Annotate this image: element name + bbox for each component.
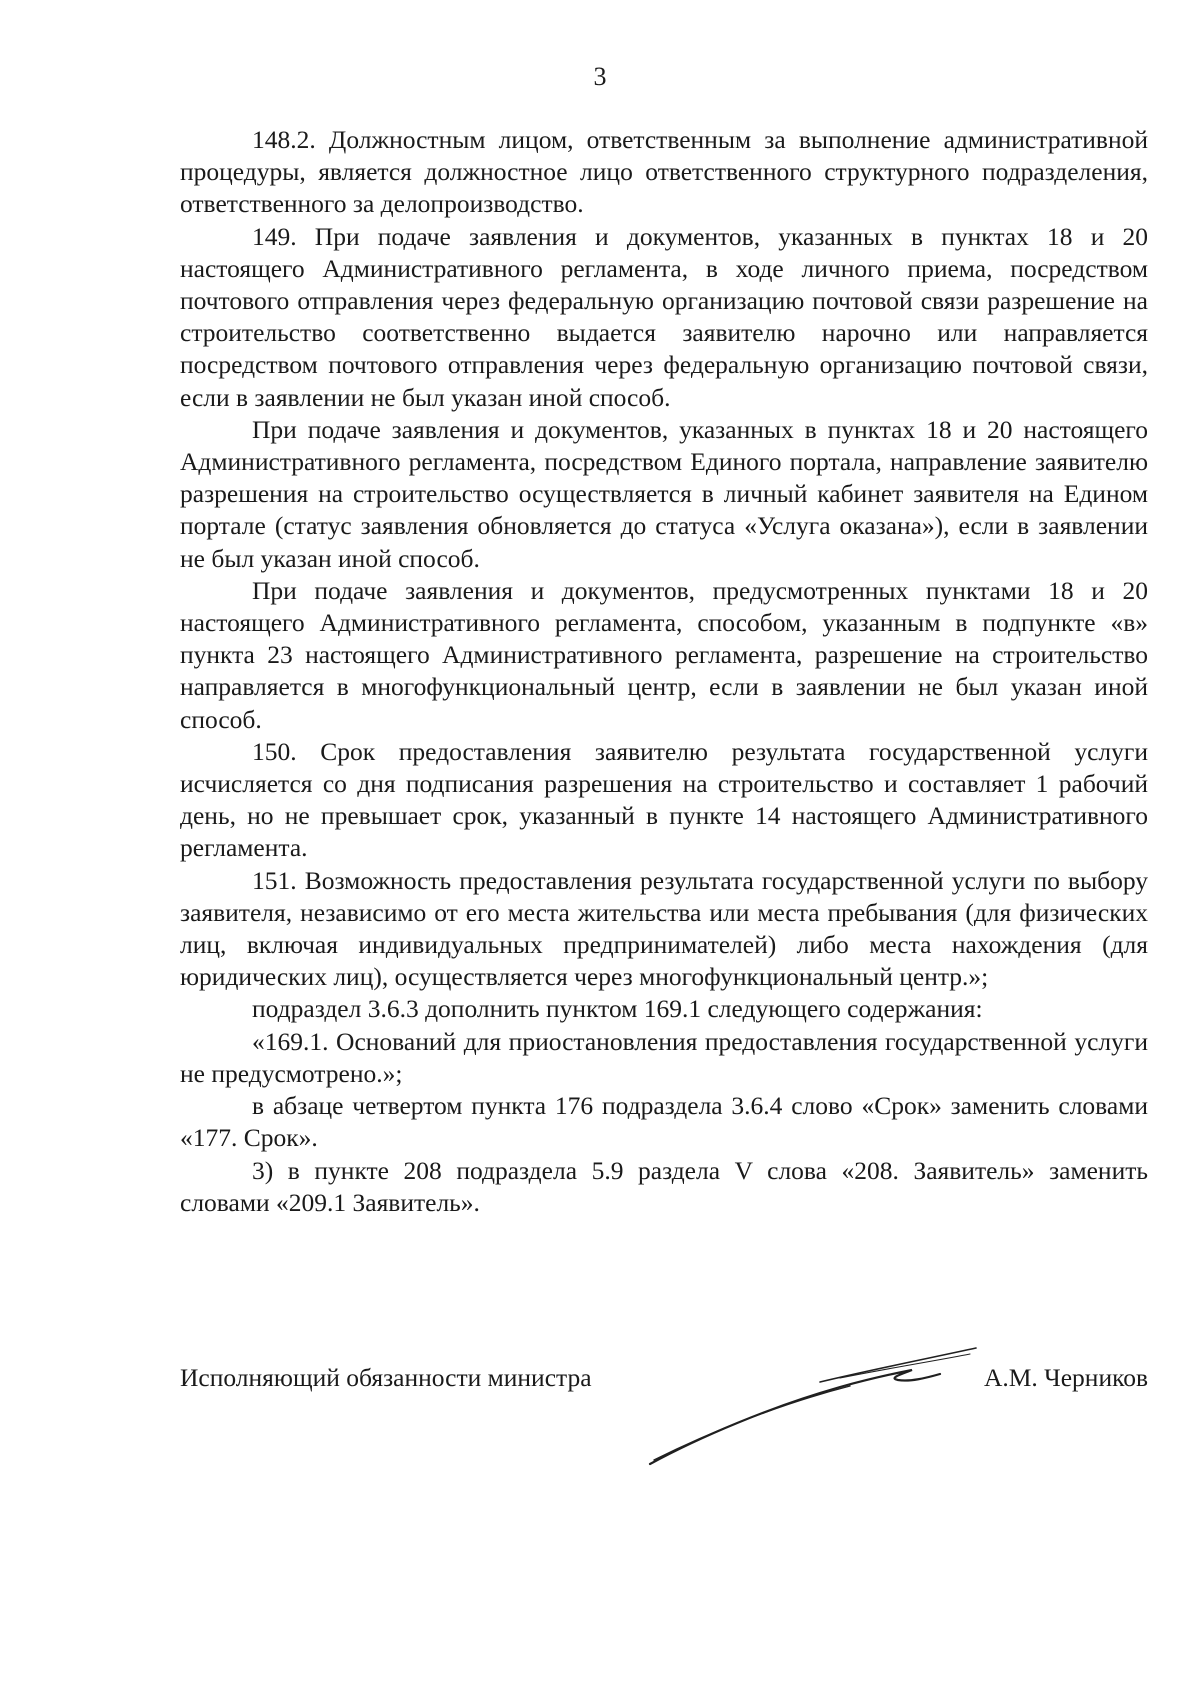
paragraph-149: 149. При подаче заявления и документов, указанных в пунктах 18 и 20 настоящего Административного регламента, в ходе личного приема, посредством почтового отправления через федеральную организацию почтовой связи разрешение на строительство соответственно выдается заявителю нарочно или направляется посредством почтового отправления через федеральную организацию почтовой связи, если в заявлении не был указан иной способ. — [180, 221, 1148, 412]
signature-block — [180, 1362, 1148, 1472]
paragraph-149-portal: При подаче заявления и документов, указанных в пунктах 18 и 20 настоящего Административного регламента, посредством Единого портала, направление заявителю разрешения на строительство осуществляется в личный кабинет заявителя на Едином портале (статус заявления обновляется до статуса «Услуга оказана»), если в заявлении не был указан иной способ. — [180, 414, 1148, 573]
signatory-position: Исполняющий обязанности министра — [180, 1363, 592, 1392]
paragraph-151: 151. Возможность предоставления результата государственной услуги по выбору заявителя, независимо от его места жительства или места пребывания (для физических лиц, включая индивидуальных предпринимателей) либо места нахождения (для юридических лиц), осуществляется через многофункциональный центр.»; — [180, 865, 1148, 992]
page-number: 3 — [593, 62, 607, 91]
signatory-name: А.М. Черников — [983, 1363, 1148, 1392]
paragraph-149-mfc: При подаче заявления и документов, предусмотренных пунктами 18 и 20 настоящего Административного регламента, способом, указанным в подпункте «в» пункта 23 настоящего Административного регламента, разрешение на строительство направляется в многофункциональный центр, если в заявлении не был указан иной способ. — [180, 575, 1148, 734]
document-body — [180, 124, 1148, 1219]
paragraph-169-1: «169.1. Оснований для приостановления предоставления государственной услуги не предусмотрено.»; — [180, 1026, 1148, 1088]
paragraph-item-3: 3) в пункте 208 подраздела 5.9 раздела V слова «208. Заявитель» заменить словами «209.1 Заявитель». — [180, 1155, 1148, 1217]
paragraph-150: 150. Срок предоставления заявителю результата государственной услуги исчисляется со дня подписания разрешения на строительство и составляет 1 рабочий день, но не превышает срок, указанный в пункте 14 настоящего Административного регламента. — [180, 736, 1148, 863]
handwritten-signature — [640, 1342, 980, 1472]
paragraph-subsection-3-6-3: подраздел 3.6.3 дополнить пунктом 169.1 следующего содержания: — [252, 994, 983, 1024]
paragraph-176: в абзаце четвертом пункта 176 подраздела 3.6.4 слово «Срок» заменить словами «177. Срок». — [180, 1091, 1148, 1153]
paragraph-148-2: 148.2. Должностным лицом, ответственным за выполнение административной процедуры, является должностное лицо ответственного структурного подразделения, ответственного за делопроизводство. — [180, 125, 1148, 219]
